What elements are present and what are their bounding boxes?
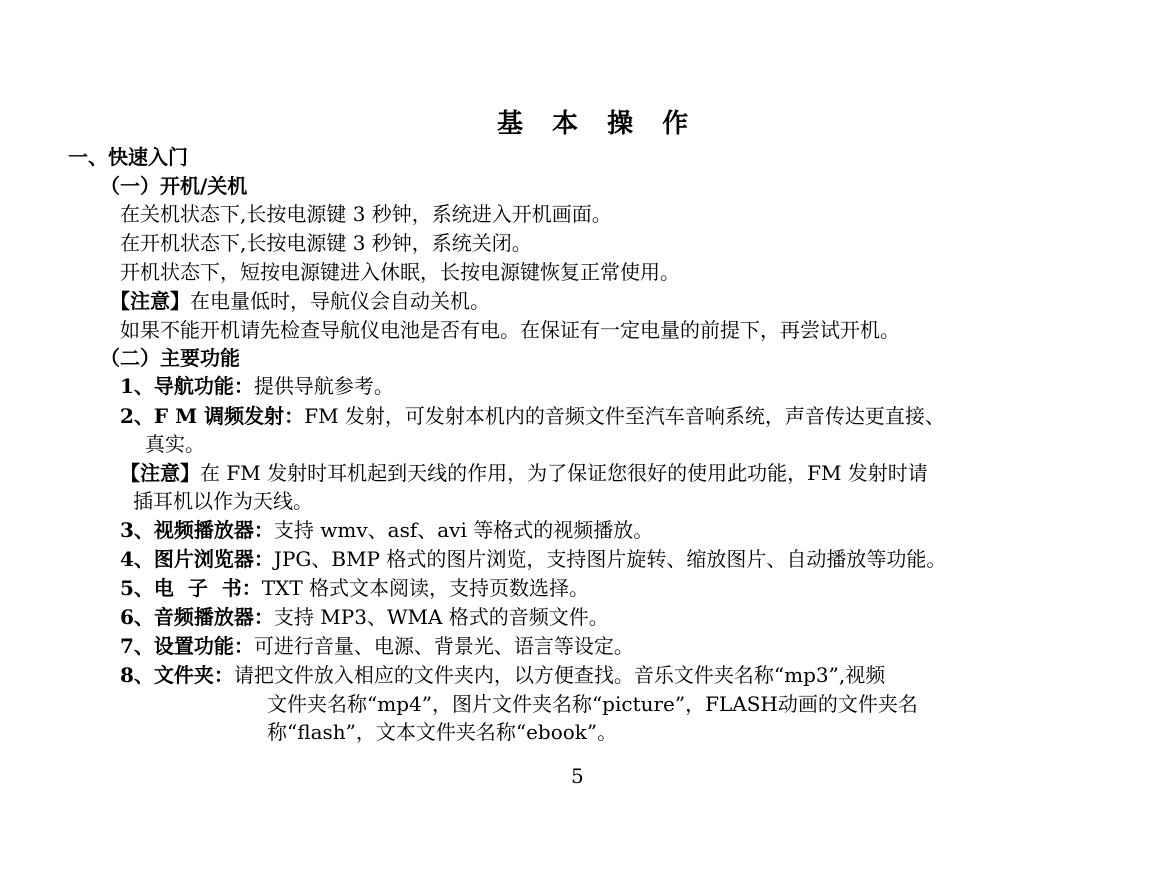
fm-note-cont: 插耳机以作为天线。 xyxy=(133,489,313,513)
function-label: 6、音频播放器： xyxy=(120,605,274,629)
function-item-4 xyxy=(120,545,946,573)
power-note xyxy=(110,287,490,315)
note-bracket: 【注意】 xyxy=(110,289,190,313)
power-line-1: 在关机状态下,长按电源键 3 秒钟，系统进入开机画面。 xyxy=(120,202,612,226)
function-item-8 xyxy=(120,661,885,689)
function-text: JPG、BMP 格式的图片浏览，支持图片旋转、缩放图片、自动播放等功能。 xyxy=(273,547,947,571)
function-item-2-cont: 真实。 xyxy=(145,432,205,456)
page-number: 5 xyxy=(571,764,584,788)
function-label: 1、导航功能： xyxy=(120,374,254,398)
subsection-heading-functions: （二）主要功能 xyxy=(100,346,240,370)
function-item-7 xyxy=(120,632,634,660)
function-text: 可进行音量、电源、背景光、语言等设定。 xyxy=(253,634,634,658)
note-bracket: 【注意】 xyxy=(120,461,200,485)
function-item-3 xyxy=(120,516,653,544)
function-item-6 xyxy=(120,603,609,631)
function-label: 4、图片浏览器： xyxy=(120,547,274,571)
function-item-2 xyxy=(120,402,945,430)
function-label: 8、文件夹： xyxy=(120,663,234,687)
function-item-1 xyxy=(120,372,394,400)
page-title: 基 本 操 作 xyxy=(497,109,699,139)
function-item-8-cont: 文件夹名称“mp4”，图片文件夹名称“picture”，FLASH动画的文件夹名 xyxy=(267,692,918,716)
function-label: 3、视频播放器： xyxy=(120,518,274,542)
power-extra-line: 如果不能开机请先检查导航仪电池是否有电。在保证有一定电量的前提下，再尝试开机。 xyxy=(120,318,900,342)
section-heading-quickstart: 一、快速入门 xyxy=(68,145,188,169)
function-item-5 xyxy=(120,574,589,602)
function-text: 支持 MP3、WMA 格式的音频文件。 xyxy=(273,605,609,629)
function-item-8-cont2: 称“flash”，文本文件夹名称“ebook”。 xyxy=(267,720,618,744)
power-line-2: 在开机状态下,长按电源键 3 秒钟，系统关闭。 xyxy=(120,231,532,255)
fm-note xyxy=(120,459,928,487)
function-text: FM 发射，可发射本机内的音频文件至汽车音响系统，声音传达更直接、 xyxy=(304,404,945,428)
function-label: 7、设置功能： xyxy=(120,634,254,658)
note-text: 在电量低时，导航仪会自动关机。 xyxy=(190,289,490,313)
function-text: TXT 格式文本阅读，支持页数选择。 xyxy=(261,576,590,600)
subsection-heading-power: （一）开机/关机 xyxy=(100,174,248,198)
function-text: 请把文件放入相应的文件夹内，以方便查找。音乐文件夹名称“mp3”,视频 xyxy=(233,663,886,687)
power-line-3: 开机状态下，短按电源键进入休眠，长按电源键恢复正常使用。 xyxy=(120,260,680,284)
note-text: 在 FM 发射时耳机起到天线的作用，为了保证您很好的使用此功能，FM 发射时请 xyxy=(200,461,928,485)
function-text: 提供导航参考。 xyxy=(253,374,394,398)
function-text: 支持 wmv、asf、avi 等格式的视频播放。 xyxy=(273,518,654,542)
function-label: 2、F M 调频发射： xyxy=(120,404,305,428)
function-label: 5、电 子 书： xyxy=(120,576,262,600)
